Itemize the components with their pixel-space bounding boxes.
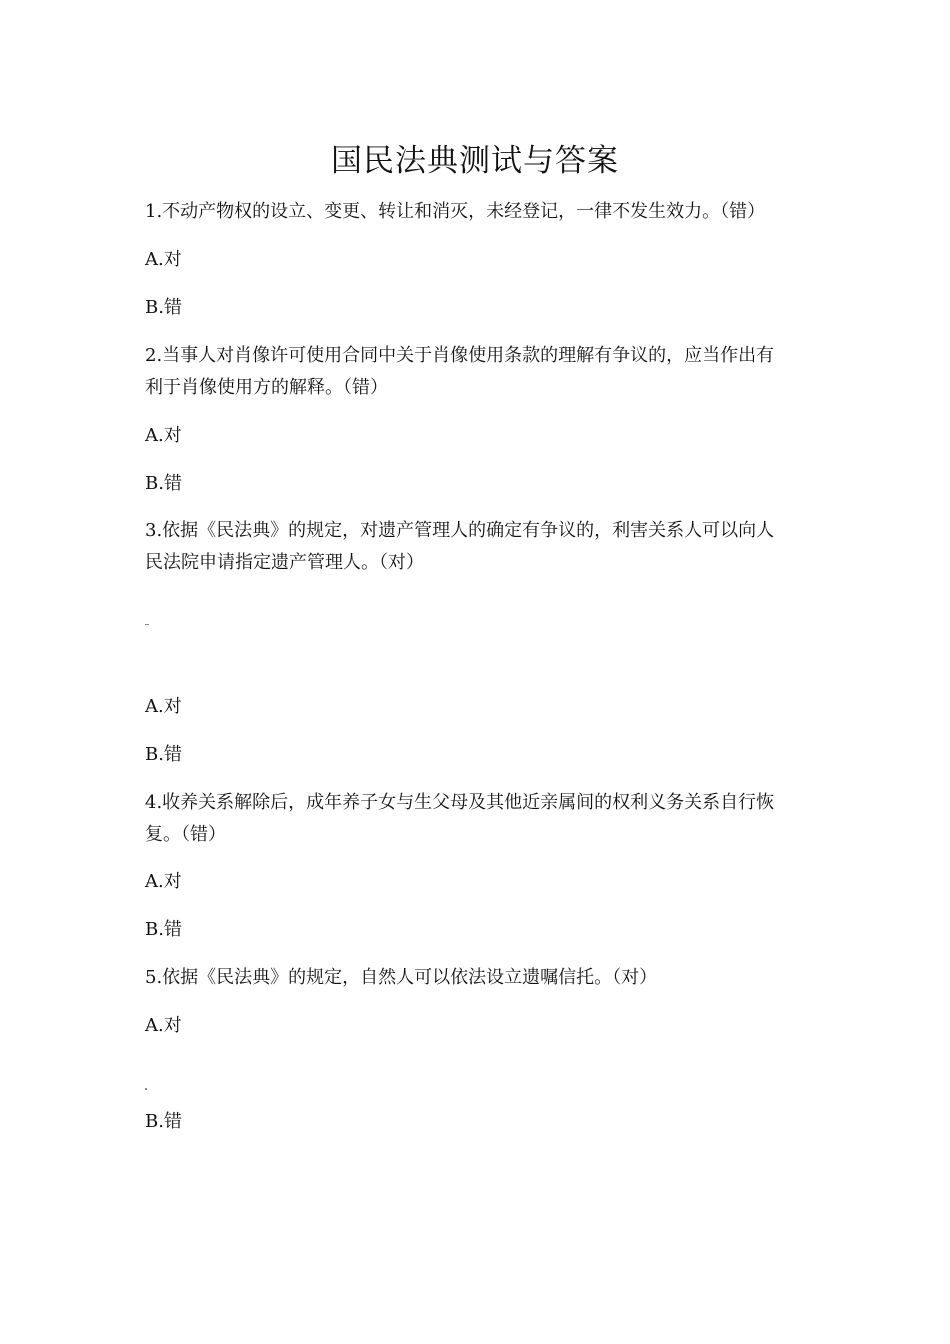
question-3-text	[145, 515, 815, 579]
question-1-option-b: B.错	[145, 297, 182, 318]
question-3-line-2: 民法院申请指定遗产管理人。（对）	[145, 552, 424, 573]
question-4-option-b: B.错	[145, 919, 182, 940]
question-3-option-a: A.对	[145, 696, 182, 717]
question-2-option-b: B.错	[145, 473, 182, 494]
question-2-text	[145, 340, 815, 404]
question-2-line-2: 利于肖像使用方的解释。（错）	[145, 377, 388, 398]
question-5-option-a: A.对	[145, 1015, 182, 1036]
question-3-option-b: B.错	[145, 744, 182, 765]
question-5-option-b: B.错	[145, 1111, 182, 1132]
question-4-option-a: A.对	[145, 871, 182, 892]
scan-speck	[145, 624, 149, 625]
question-1-option-a: A.对	[145, 249, 182, 270]
page-title: 国民法典测试与答案	[331, 142, 619, 179]
question-4-line-2: 复。（错）	[145, 824, 226, 845]
question-2-line-1: 2.当事人对肖像许可使用合同中关于肖像使用条款的理解有争议的，应当作出有	[145, 345, 775, 366]
question-5-line-1: 5.依据《民法典》的规定，自然人可以依法设立遗嘱信托。（对）	[145, 967, 658, 988]
question-5-text	[145, 962, 815, 994]
question-1-line-1: 1.不动产物权的设立、变更、转让和消灭，未经登记，一律不发生效力。（错）	[145, 201, 766, 222]
question-4-text	[145, 787, 815, 851]
question-1-text	[145, 196, 815, 228]
question-3-line-1: 3.依据《民法典》的规定，对遗产管理人的确定有争议的，利害关系人可以向人	[145, 520, 775, 541]
scan-speck	[145, 1088, 147, 1090]
question-2-option-a: A.对	[145, 425, 182, 446]
question-4-line-1: 4.收养关系解除后，成年养子女与生父母及其他近亲属间的权利义务关系自行恢	[145, 792, 775, 813]
